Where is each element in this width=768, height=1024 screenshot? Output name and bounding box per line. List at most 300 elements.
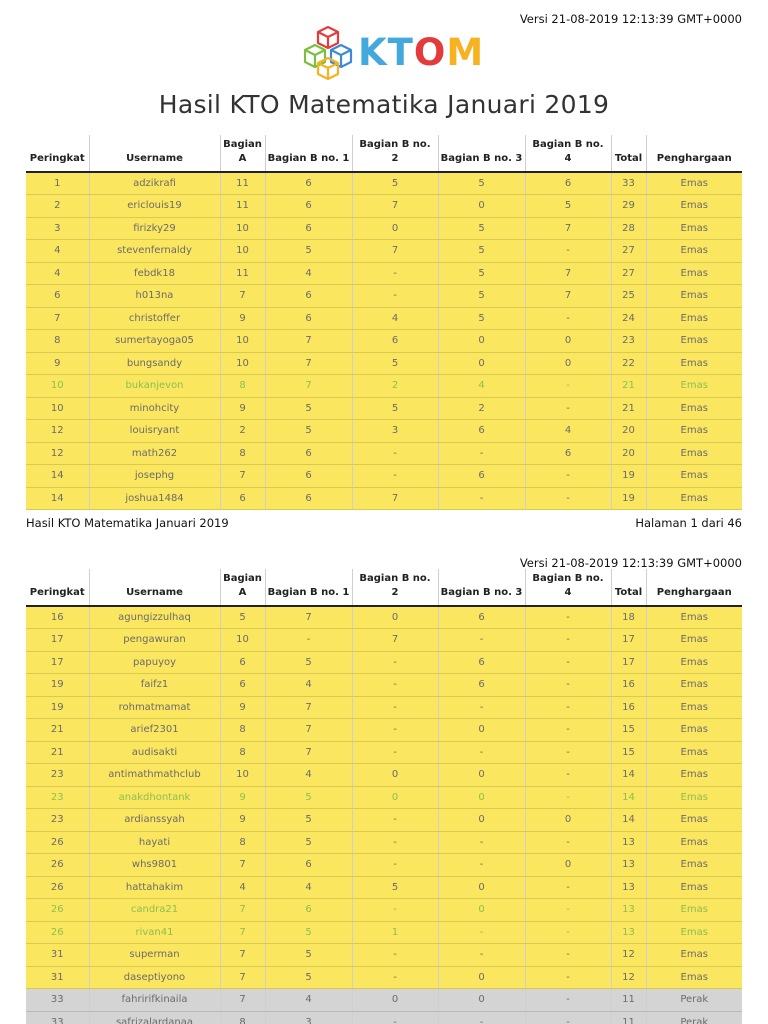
bagian-b2-cell: 5 [352,876,438,899]
bagian-b1-cell: 4 [265,674,352,697]
username-cell: antimathmathclub [89,764,220,787]
username-cell: firizky29 [89,217,220,240]
rank-cell: 10 [26,397,89,420]
bagian-b2-cell: 2 [352,375,438,398]
table-row [26,487,742,510]
rank-cell: 21 [26,719,89,742]
table-row [26,809,742,832]
username-cell: rohmatmamat [89,696,220,719]
bagian-b4-cell: 7 [525,262,611,285]
rank-cell: 21 [26,741,89,764]
bagian-b4-cell: - [525,921,611,944]
footer-page-number: Halaman 1 dari 46 [635,516,742,530]
username-cell: stevenfernaldy [89,240,220,263]
bagian-b2-cell: 5 [352,352,438,375]
bagian-a-cell: 8 [220,375,265,398]
bagian-b2-cell: - [352,899,438,922]
bagian-b4-cell: 5 [525,195,611,218]
username-cell: febdk18 [89,262,220,285]
total-cell: 15 [611,719,646,742]
col-header-penghargaan: Penghargaan [646,569,742,606]
table-row [26,285,742,308]
total-cell: 19 [611,465,646,488]
award-cell: Emas [646,330,742,353]
award-cell: Emas [646,719,742,742]
bagian-b1-cell: 7 [265,719,352,742]
award-cell: Emas [646,465,742,488]
rank-cell: 10 [26,375,89,398]
bagian-b2-cell: 7 [352,195,438,218]
bagian-b2-cell: 0 [352,989,438,1012]
award-cell: Emas [646,696,742,719]
bagian-b3-cell: 0 [438,989,525,1012]
col-header-bagian-b3: Bagian B no. 3 [438,135,525,172]
bagian-b4-cell: 4 [525,420,611,443]
bagian-b4-cell: - [525,397,611,420]
award-cell: Emas [646,944,742,967]
bagian-a-cell: 10 [220,240,265,263]
rank-cell: 26 [26,831,89,854]
bagian-b4-cell: - [525,674,611,697]
username-cell: rivan41 [89,921,220,944]
bagian-b3-cell: 0 [438,330,525,353]
bagian-b2-cell: - [352,262,438,285]
bagian-a-cell: 9 [220,696,265,719]
total-cell: 33 [611,172,646,195]
award-cell: Emas [646,831,742,854]
total-cell: 11 [611,989,646,1012]
bagian-b4-cell: - [525,465,611,488]
award-cell: Perak [646,1011,742,1024]
rank-cell: 23 [26,809,89,832]
bagian-b4-cell: 0 [525,854,611,877]
bagian-b1-cell: 7 [265,741,352,764]
total-cell: 27 [611,262,646,285]
bagian-b1-cell: 4 [265,764,352,787]
bagian-a-cell: 8 [220,719,265,742]
bagian-b4-cell: - [525,989,611,1012]
username-cell: hattahakim [89,876,220,899]
bagian-b3-cell: 5 [438,172,525,195]
bagian-a-cell: 7 [220,465,265,488]
username-cell: christoffer [89,307,220,330]
table-header-row [26,569,742,606]
table-row [26,899,742,922]
rank-cell: 23 [26,764,89,787]
bagian-b1-cell: 7 [265,352,352,375]
total-cell: 16 [611,696,646,719]
bagian-b2-cell: - [352,944,438,967]
bagian-b1-cell: 5 [265,809,352,832]
bagian-a-cell: 9 [220,786,265,809]
username-cell: arief2301 [89,719,220,742]
bagian-b4-cell: - [525,629,611,652]
bagian-b3-cell: 0 [438,786,525,809]
bagian-b3-cell: 0 [438,195,525,218]
bagian-b3-cell: 6 [438,465,525,488]
bagian-a-cell: 7 [220,989,265,1012]
table-row [26,629,742,652]
bagian-b1-cell: 4 [265,876,352,899]
bagian-b3-cell: 6 [438,420,525,443]
username-cell: audisakti [89,741,220,764]
table-row [26,217,742,240]
bagian-a-cell: 6 [220,651,265,674]
bagian-b3-cell: - [438,854,525,877]
rank-cell: 31 [26,944,89,967]
bagian-b4-cell: - [525,606,611,629]
bagian-a-cell: 4 [220,876,265,899]
bagian-b3-cell: - [438,629,525,652]
bagian-a-cell: 7 [220,921,265,944]
bagian-b1-cell: 5 [265,240,352,263]
username-cell: papuyoy [89,651,220,674]
rank-cell: 1 [26,172,89,195]
rank-cell: 23 [26,786,89,809]
bagian-a-cell: 10 [220,352,265,375]
table-row [26,352,742,375]
bagian-b2-cell: - [352,809,438,832]
table-row [26,696,742,719]
total-cell: 22 [611,352,646,375]
footer-title: Hasil KTO Matematika Januari 2019 [26,516,229,530]
table-row [26,989,742,1012]
award-cell: Emas [646,420,742,443]
bagian-b4-cell: - [525,966,611,989]
rank-cell: 9 [26,352,89,375]
table-row [26,375,742,398]
total-cell: 20 [611,420,646,443]
username-cell: josephg [89,465,220,488]
col-header-bagian-a: Bagian A [220,135,265,172]
bagian-a-cell: 7 [220,854,265,877]
bagian-b2-cell: - [352,831,438,854]
rank-cell: 17 [26,651,89,674]
bagian-b2-cell: - [352,674,438,697]
award-cell: Emas [646,876,742,899]
bagian-b1-cell: 6 [265,172,352,195]
bagian-b1-cell: 5 [265,786,352,809]
version-stamp-page-2: Versi 21-08-2019 12:13:39 GMT+0000 [519,556,742,570]
bagian-b3-cell: - [438,1011,525,1024]
bagian-b2-cell: 1 [352,921,438,944]
bagian-b2-cell: 0 [352,217,438,240]
bagian-b1-cell: 5 [265,966,352,989]
total-cell: 25 [611,285,646,308]
rank-cell: 8 [26,330,89,353]
award-cell: Emas [646,375,742,398]
total-cell: 12 [611,966,646,989]
table-row [26,1011,742,1024]
total-cell: 14 [611,764,646,787]
col-header-bagian-b2: Bagian B no. 2 [352,135,438,172]
username-cell: pengawuran [89,629,220,652]
bagian-b1-cell: 6 [265,487,352,510]
col-header-peringkat: Peringkat [26,135,89,172]
bagian-b2-cell: - [352,696,438,719]
bagian-a-cell: 8 [220,442,265,465]
bagian-a-cell: 10 [220,217,265,240]
award-cell: Emas [646,764,742,787]
col-header-penghargaan: Penghargaan [646,135,742,172]
table-row [26,442,742,465]
bagian-b4-cell: - [525,944,611,967]
bagian-b1-cell: 5 [265,397,352,420]
total-cell: 19 [611,487,646,510]
bagian-b2-cell: 6 [352,330,438,353]
total-cell: 24 [611,307,646,330]
bagian-a-cell: 6 [220,487,265,510]
bagian-b4-cell: - [525,764,611,787]
bagian-a-cell: 8 [220,741,265,764]
bagian-b2-cell: - [352,465,438,488]
bagian-b3-cell: 0 [438,899,525,922]
bagian-b3-cell: 4 [438,375,525,398]
total-cell: 13 [611,854,646,877]
bagian-b2-cell: 5 [352,397,438,420]
bagian-b1-cell: 7 [265,606,352,629]
bagian-b4-cell: - [525,696,611,719]
rank-cell: 26 [26,876,89,899]
award-cell: Emas [646,487,742,510]
award-cell: Emas [646,786,742,809]
username-cell: fahririfkinaila [89,989,220,1012]
rank-cell: 26 [26,854,89,877]
bagian-b1-cell: 6 [265,854,352,877]
bagian-b3-cell: - [438,831,525,854]
username-cell: bukanjevon [89,375,220,398]
rank-cell: 12 [26,442,89,465]
bagian-b1-cell: 6 [265,442,352,465]
username-cell: h013na [89,285,220,308]
bagian-b4-cell: 0 [525,809,611,832]
bagian-b3-cell: 0 [438,966,525,989]
rank-cell: 2 [26,195,89,218]
bagian-b1-cell: 6 [265,307,352,330]
username-cell: agungizzulhaq [89,606,220,629]
bagian-a-cell: 9 [220,307,265,330]
bagian-b4-cell: 0 [525,352,611,375]
col-header-bagian-a: Bagian A [220,569,265,606]
award-cell: Emas [646,352,742,375]
col-header-bagian-b2: Bagian B no. 2 [352,569,438,606]
bagian-b4-cell: 0 [525,330,611,353]
award-cell: Emas [646,195,742,218]
table-header-row [26,135,742,172]
award-cell: Emas [646,921,742,944]
results-table-page-1 [26,135,742,510]
bagian-b4-cell: - [525,487,611,510]
bagian-b2-cell: 7 [352,240,438,263]
bagian-a-cell: 2 [220,420,265,443]
total-cell: 21 [611,375,646,398]
table-row [26,195,742,218]
username-cell: ericlouis19 [89,195,220,218]
bagian-a-cell: 11 [220,195,265,218]
total-cell: 16 [611,674,646,697]
col-header-bagian-b4: Bagian B no. 4 [525,569,611,606]
award-cell: Emas [646,674,742,697]
col-header-bagian-b4: Bagian B no. 4 [525,135,611,172]
bagian-b4-cell: 7 [525,217,611,240]
bagian-b3-cell: 0 [438,352,525,375]
bagian-a-cell: 10 [220,330,265,353]
rank-cell: 14 [26,465,89,488]
version-stamp: Versi 21-08-2019 12:13:39 GMT+0000 [519,12,742,26]
bagian-b1-cell: 5 [265,944,352,967]
table-row [26,307,742,330]
username-cell: math262 [89,442,220,465]
table-row [26,944,742,967]
rank-cell: 16 [26,606,89,629]
total-cell: 27 [611,240,646,263]
bagian-b2-cell: 5 [352,172,438,195]
bagian-b1-cell: 5 [265,831,352,854]
table-row [26,606,742,629]
bagian-a-cell: 6 [220,674,265,697]
bagian-b1-cell: 6 [265,195,352,218]
bagian-b2-cell: 3 [352,420,438,443]
bagian-b2-cell: - [352,719,438,742]
bagian-b4-cell: - [525,831,611,854]
bagian-b1-cell: - [265,629,352,652]
table-row [26,465,742,488]
username-cell: whs9801 [89,854,220,877]
bagian-b1-cell: 6 [265,465,352,488]
bagian-a-cell: 5 [220,606,265,629]
bagian-b3-cell: - [438,921,525,944]
total-cell: 17 [611,651,646,674]
bagian-b3-cell: 6 [438,674,525,697]
bagian-b2-cell: - [352,741,438,764]
bagian-a-cell: 8 [220,831,265,854]
table-row [26,876,742,899]
rank-cell: 31 [26,966,89,989]
username-cell: louisryant [89,420,220,443]
col-header-username: Username [89,569,220,606]
award-cell: Emas [646,809,742,832]
ktom-wordmark: KTOM [358,30,485,74]
bagian-a-cell: 7 [220,944,265,967]
bagian-a-cell: 10 [220,629,265,652]
award-cell: Emas [646,629,742,652]
bagian-a-cell: 11 [220,262,265,285]
bagian-b4-cell: - [525,741,611,764]
bagian-b4-cell: - [525,1011,611,1024]
col-header-total: Total [611,569,646,606]
award-cell: Emas [646,899,742,922]
bagian-b3-cell: 6 [438,606,525,629]
col-header-bagian-b3: Bagian B no. 3 [438,569,525,606]
rank-cell: 26 [26,921,89,944]
bagian-b1-cell: 5 [265,420,352,443]
table-row [26,397,742,420]
table-row [26,330,742,353]
award-cell: Emas [646,966,742,989]
username-cell: sumertayoga05 [89,330,220,353]
award-cell: Emas [646,741,742,764]
bagian-b1-cell: 4 [265,989,352,1012]
bagian-b4-cell: - [525,899,611,922]
bagian-b3-cell: - [438,741,525,764]
award-cell: Emas [646,397,742,420]
bagian-b2-cell: 7 [352,487,438,510]
bagian-b4-cell: - [525,651,611,674]
total-cell: 23 [611,330,646,353]
total-cell: 13 [611,921,646,944]
username-cell: superman [89,944,220,967]
bagian-b2-cell: - [352,442,438,465]
bagian-b2-cell: - [352,651,438,674]
bagian-b1-cell: 6 [265,217,352,240]
bagian-b3-cell: 0 [438,876,525,899]
award-cell: Emas [646,442,742,465]
bagian-a-cell: 9 [220,397,265,420]
table-row [26,420,742,443]
bagian-b3-cell: 6 [438,651,525,674]
bagian-b3-cell: 0 [438,764,525,787]
table-row [26,651,742,674]
bagian-b2-cell: 0 [352,786,438,809]
bagian-b2-cell: - [352,854,438,877]
award-cell: Emas [646,307,742,330]
username-cell: faifz1 [89,674,220,697]
rank-cell: 19 [26,696,89,719]
ktom-logo [300,24,484,80]
bagian-b3-cell: 5 [438,240,525,263]
bagian-b3-cell: 2 [438,397,525,420]
table-row [26,764,742,787]
total-cell: 12 [611,944,646,967]
award-cell: Emas [646,240,742,263]
username-cell: safrizalardanaa [89,1011,220,1024]
bagian-b1-cell: 4 [265,262,352,285]
total-cell: 28 [611,217,646,240]
award-cell: Emas [646,172,742,195]
bagian-a-cell: 11 [220,172,265,195]
total-cell: 13 [611,831,646,854]
rank-cell: 19 [26,674,89,697]
bagian-b4-cell: - [525,876,611,899]
bagian-b4-cell: 7 [525,285,611,308]
bagian-b3-cell: 5 [438,217,525,240]
username-cell: minohcity [89,397,220,420]
col-header-peringkat: Peringkat [26,569,89,606]
total-cell: 29 [611,195,646,218]
rank-cell: 33 [26,1011,89,1024]
table-row [26,172,742,195]
bagian-b4-cell: - [525,375,611,398]
bagian-b2-cell: 4 [352,307,438,330]
bagian-b3-cell: - [438,487,525,510]
table-row [26,741,742,764]
total-cell: 11 [611,1011,646,1024]
award-cell: Emas [646,217,742,240]
table-row [26,966,742,989]
username-cell: anakdhontank [89,786,220,809]
table-row [26,240,742,263]
bagian-a-cell: 7 [220,966,265,989]
col-header-bagian-b1: Bagian B no. 1 [265,569,352,606]
bagian-b2-cell: - [352,966,438,989]
username-cell: daseptiyono [89,966,220,989]
award-cell: Emas [646,606,742,629]
bagian-b3-cell: - [438,442,525,465]
rank-cell: 12 [26,420,89,443]
bagian-b1-cell: 6 [265,899,352,922]
rank-cell: 4 [26,262,89,285]
bagian-b3-cell: 0 [438,719,525,742]
